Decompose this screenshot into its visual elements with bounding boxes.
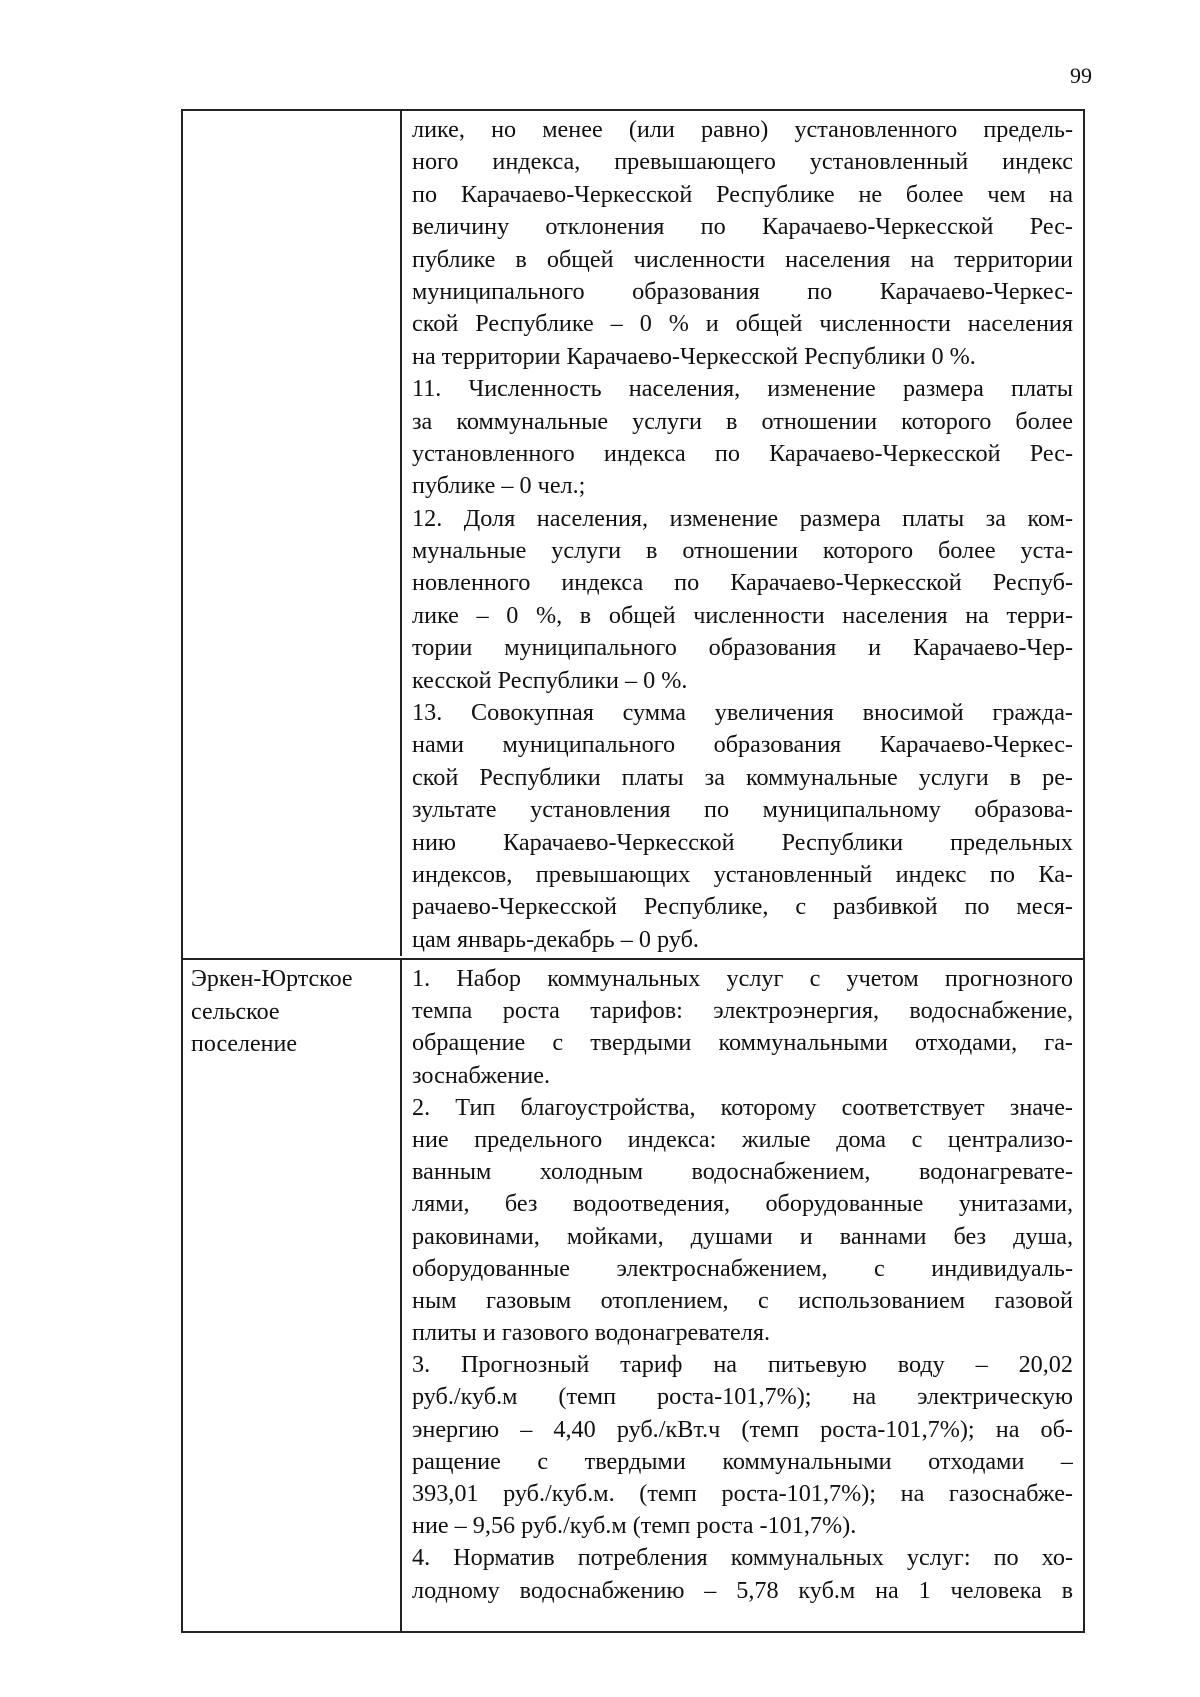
indicator-text-line: на территории Карачаево-Черкесской Республики 0 %. xyxy=(412,342,976,370)
indicator-text-line: нами муниципального образования Карачаево-Черкес- xyxy=(412,731,1073,759)
indicator-text-line: ние предельного индекса: жилые дома с централизо- xyxy=(412,1125,1073,1153)
indicator-text-line: индексов, превышающих установленный индекс по Ка- xyxy=(412,860,1073,888)
indicator-text-line: оборудованные электроснабжением, с индивидуаль- xyxy=(412,1254,1073,1282)
indicator-text-line: ным газовым отоплением, с использованием газовой xyxy=(412,1286,1073,1314)
indicator-text-line: муниципального образования по Карачаево-Черкес- xyxy=(412,277,1073,305)
indicator-text-line: ние – 9,56 руб./куб.м (темп роста -101,7%). xyxy=(412,1512,857,1540)
table-row xyxy=(183,958,1083,1633)
indicator-text-line: нию Карачаево-Черкесской Республики предельных xyxy=(412,828,1073,856)
indicator-text-line: цам январь-декабрь – 0 руб. xyxy=(412,925,699,953)
indicator-text-line: раковинами, мойками, душами и ваннами без душа, xyxy=(412,1222,1073,1250)
municipality-name-line: сельское xyxy=(191,998,280,1025)
indicator-text-line: по Карачаево-Черкесской Республике не более чем на xyxy=(412,180,1073,208)
indicator-text-line: зультате установления по муниципальному образова- xyxy=(412,796,1073,824)
indicator-text-line: величину отклонения по Карачаево-Черкесской Рес- xyxy=(412,213,1073,241)
indicator-text-line: мунальные услуги в отношении которого более уста- xyxy=(412,537,1073,565)
indicator-text-line: за коммунальные услуги в отношении которого более xyxy=(412,407,1073,435)
indicator-text-line: лодному водоснабжению – 5,78 куб.м на 1 человека в xyxy=(412,1576,1073,1604)
indicator-text-line: энергию – 4,40 руб./кВт.ч (темп роста-101,7%); на об- xyxy=(412,1415,1073,1443)
indicator-text-line: 2. Тип благоустройства, которому соответствует значе- xyxy=(412,1093,1073,1121)
indicator-text-line: руб./куб.м (темп роста-101,7%); на электрическую xyxy=(412,1383,1073,1411)
indicator-text-line: 12. Доля населения, изменение размера платы за ком- xyxy=(412,504,1073,532)
page-number: 99 xyxy=(1070,63,1092,88)
indicator-text-line: лике, но менее (или равно) установленного предель- xyxy=(412,116,1073,143)
indicator-text-line: 393,01 руб./куб.м. (темп роста-101,7%); на газоснабже- xyxy=(412,1480,1073,1507)
indicator-text-line: зоснабжение. xyxy=(412,1061,551,1089)
indicator-text-line: 4. Норматив потребления коммунальных услуг: по хо- xyxy=(412,1544,1073,1572)
municipality-cell xyxy=(183,960,402,1633)
indicator-text-line: 13. Совокупная сумма увеличения вносимой гражда- xyxy=(412,699,1073,727)
indicator-text-line: ванным холодным водоснабжением, водонагревате- xyxy=(412,1158,1073,1186)
content-table xyxy=(181,109,1085,1633)
indicator-text-line: ращение с твердыми коммунальными отходами – xyxy=(412,1447,1073,1475)
indicator-text-line: рачаево-Черкесской Республике, с разбивкой по меся- xyxy=(412,893,1073,921)
indicators-cell xyxy=(402,960,1083,1633)
indicator-text-line: публике – 0 чел.; xyxy=(412,472,586,500)
indicators-cell xyxy=(402,111,1083,956)
indicator-text-line: ской Республике – 0 % и общей численности населения xyxy=(412,310,1073,338)
indicator-text-line: публике в общей численности населения на территории xyxy=(412,245,1073,273)
table-row xyxy=(183,111,1083,956)
indicator-text-line: 11. Численность населения, изменение размера платы xyxy=(412,375,1073,403)
indicator-text-line: ного индекса, превышающего установленный индекс xyxy=(412,148,1073,176)
indicator-text-line: кесской Республики – 0 %. xyxy=(412,666,688,694)
indicator-text-line: тории муниципального образования и Карачаево-Чер- xyxy=(412,634,1073,662)
indicator-text-line: 1. Набор коммунальных услуг с учетом прогнозного xyxy=(412,965,1073,992)
indicator-text-line: лике – 0 %, в общей численности населения на терри- xyxy=(412,601,1073,629)
indicator-text-line: плиты и газового водонагревателя. xyxy=(412,1319,771,1347)
indicator-text-line: установленного индекса по Карачаево-Черкесской Рес- xyxy=(412,439,1073,467)
indicator-text-line: новленного индекса по Карачаево-Черкесской Респуб- xyxy=(412,569,1073,597)
municipality-name-line: Эркен-Юртское xyxy=(191,966,353,992)
indicator-text-line: лями, без водоотведения, оборудованные унитазами, xyxy=(412,1190,1073,1218)
indicator-text-line: ской Республики платы за коммунальные услуги в ре- xyxy=(412,763,1073,791)
indicator-text-line: 3. Прогнозный тариф на питьевую воду – 20,02 xyxy=(412,1351,1073,1379)
municipality-cell xyxy=(183,111,402,956)
indicator-text-line: темпа роста тарифов: электроэнергия, водоснабжение, xyxy=(412,997,1073,1025)
municipality-name-line: поселение xyxy=(191,1031,298,1057)
indicator-text-line: обращение с твердыми коммунальными отходами, га- xyxy=(412,1029,1073,1057)
